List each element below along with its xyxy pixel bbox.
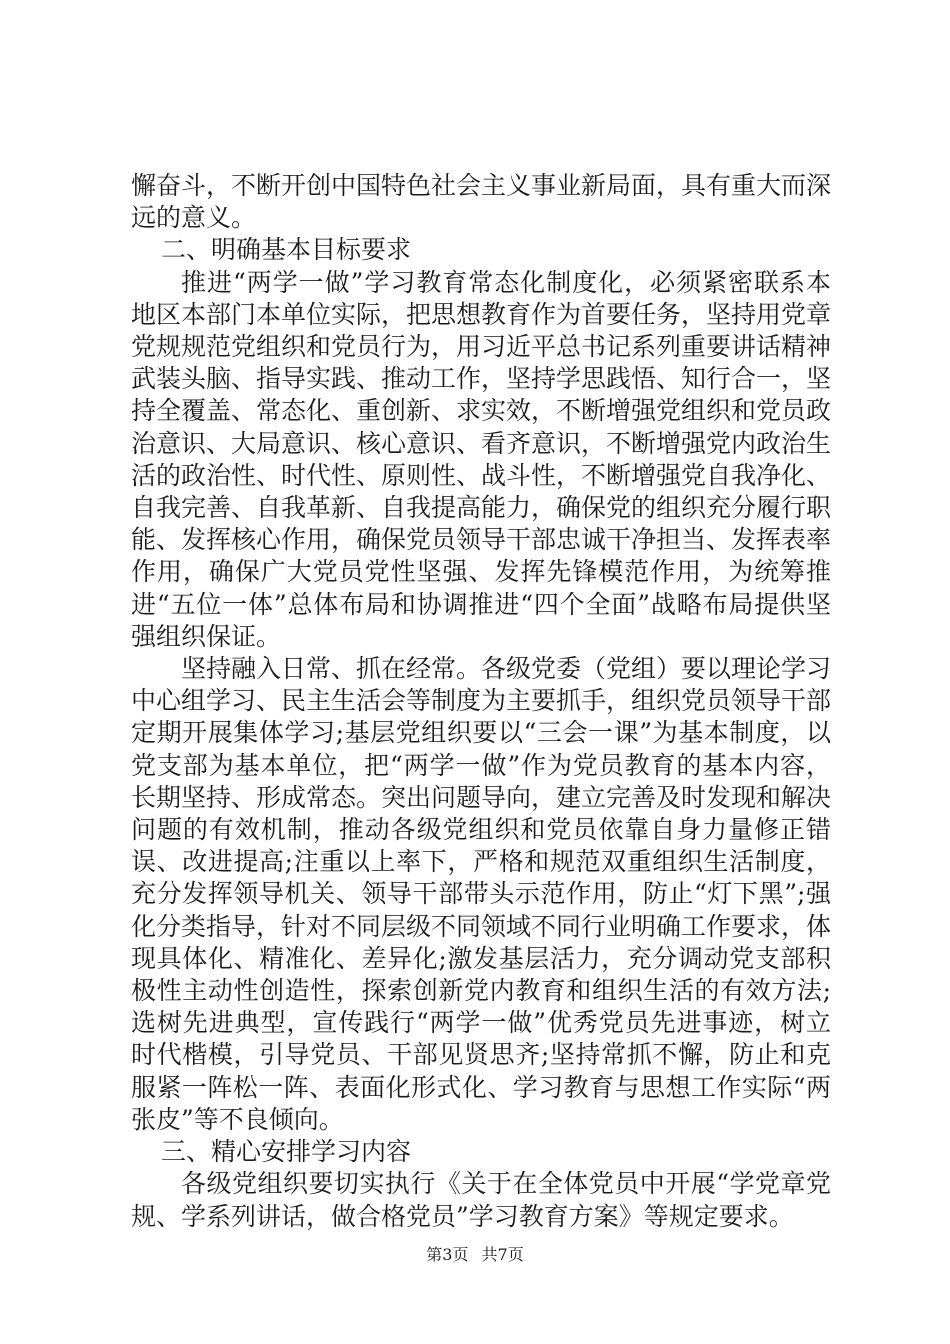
paragraph-continuation: 懈奋斗，不断开创中国特色社会主义事业新局面，具有重大而深远的意义。 (131, 171, 832, 233)
paragraph-study-content: 各级党组织要切实执行《关于在全体党员中开展“学党章党规、学系列讲话，做合格党员”学习教育方案》等规定要求。 (131, 1169, 831, 1231)
page-number: 第3页 (426, 1245, 469, 1264)
paragraph-daily-practice: 坚持融入日常、抓在经常。各级党委（党组）要以理论学习中心组学习、民主生活会等制度为主要抓手，组织党员领导干部定期开展集体学习;基层党组织要以“三会一课”为基本制度，以党支部为基本单位，把“两学一做”作为党员教育的基本内容，长期坚持、形成常态。突出问题导向，建立完善及时发现和解决问题的有效机制，推动各级党组织和党员依靠自身力量修正错误、改进提高;注重以上率下，严格和规范双重组织生活制度，充分发挥领导机关、领导干部带头示范作用，防止“灯下黑”;强化分类指导，针对不同层级不同领域不同行业明确工作要求，体现具体化、精准化、差异化;激发基层活力，充分调动党支部积极性主动性创造性，探索创新党内教育和组织生活的有效方法;选树先进典型，宣传践行“两学一做”优秀党员先进事迹，树立时代楷模，引导党员、干部见贤思齐;坚持常抓不懈，防止和克服紧一阵松一阵、表面化形式化、学习教育与思想工作实际“两张皮”等不良倾向。 (131, 654, 832, 1134)
page-footer (0, 1242, 950, 1265)
section-heading-2: 二、明确基本目标要求 (161, 235, 412, 265)
document-body (131, 170, 831, 1233)
paragraph-goals: 推进“两学一做”学习教育常态化制度化，必须紧密联系本地区本部门本单位实际，把思想教育作为首要任务，坚持用党章党规规范党组织和党员行为，用习近平总书记系列重要讲话精神武装头脑、指导实践、推动工作，坚持学思践悟、知行合一，坚持全覆盖、常态化、重创新、求实效，不断增强党组织和党员政治意识、大局意识、核心意识、看齐意识，不断增强党内政治生活的政治性、时代性、原则性、战斗性，不断增强党自我净化、自我完善、自我革新、自我提高能力，确保党的组织充分履行职能、发挥核心作用，确保党员领导干部忠诚干净担当、发挥表率作用，确保广大党员党性坚强、发挥先锋模范作用，为统筹推进“五位一体”总体布局和协调推进“四个全面”战略布局提供坚强组织保证。 (131, 267, 832, 651)
page-total: 共7页 (481, 1245, 524, 1264)
section-heading-3: 三、精心安排学习内容 (161, 1137, 412, 1167)
